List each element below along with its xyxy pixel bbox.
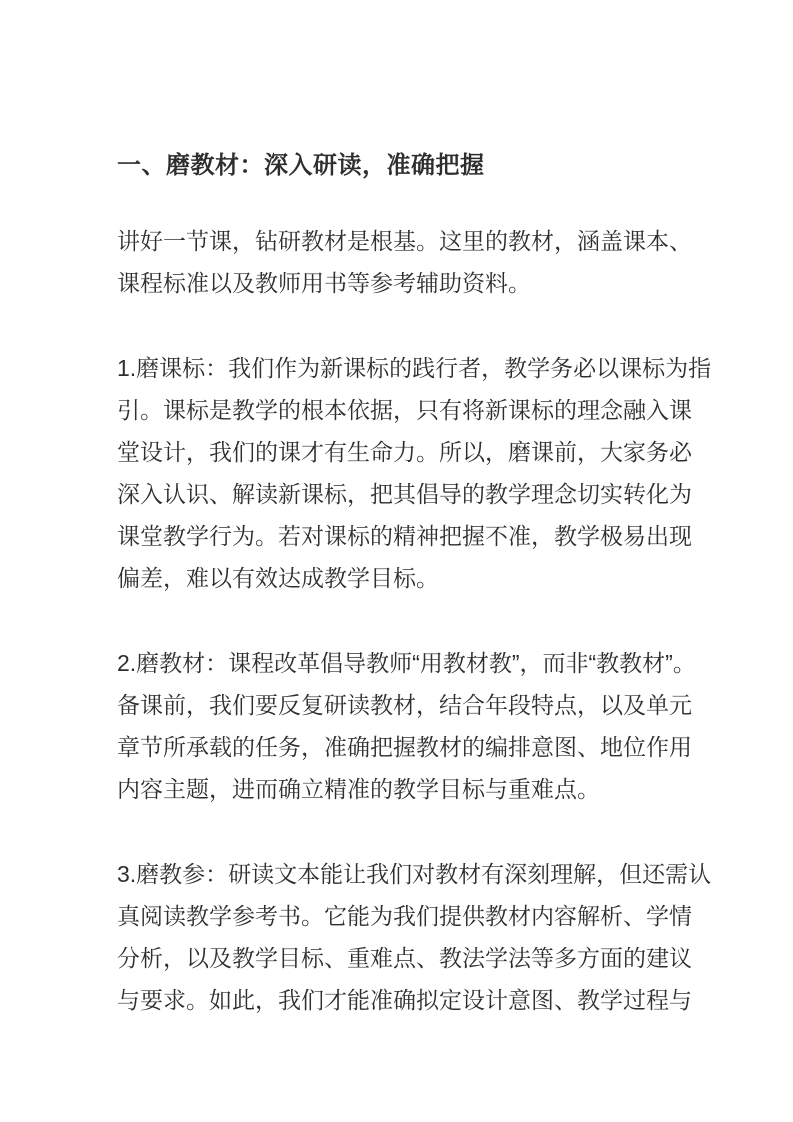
- text-line: 3.磨教参：研读文本能让我们对教材有深刻理解，但还需认: [117, 861, 712, 887]
- text-line: 偏差，难以有效达成教学目标。: [117, 565, 439, 591]
- paragraph-mo-kebiao: [117, 347, 753, 599]
- section-heading: 一、磨教材：深入研读，准确把握: [117, 152, 485, 179]
- text-line: 引。课标是教学的根本依据，只有将新课标的理念融入课: [117, 397, 692, 423]
- text-line: 课堂教学行为。若对课标的精神把握不准，教学极易出现: [117, 523, 692, 549]
- paragraph-intro: [117, 220, 753, 304]
- text-line: 课程标准以及教师用书等参考辅助资料。: [117, 270, 531, 296]
- text-line: 1.磨课标：我们作为新课标的践行者，教学务必以课标为指: [117, 355, 712, 381]
- text-line: 讲好一节课，钻研教材是根基。这里的教材，涵盖课本、: [117, 228, 692, 254]
- paragraph-mo-jiaocan: [117, 853, 753, 1021]
- text-line: 章节所承载的任务，准确把握教材的编排意图、地位作用: [117, 734, 692, 760]
- text-line: 2.磨教材：课程改革倡导教师“用教材教”，而非“教教材”。: [117, 650, 696, 676]
- text-line: 深入认识、解读新课标，把其倡导的教学理念切实转化为: [117, 481, 692, 507]
- paragraph-mo-jiaocai: [117, 642, 753, 810]
- text-line: 分析，以及教学目标、重难点、教法学法等多方面的建议: [117, 945, 692, 971]
- text-line: 备课前，我们要反复研读教材，结合年段特点，以及单元: [117, 692, 692, 718]
- text-line: 与要求。如此，我们才能准确拟定设计意图、教学过程与: [117, 987, 692, 1013]
- text-line: 真阅读教学参考书。它能为我们提供教材内容解析、学情: [117, 903, 692, 929]
- text-line: 内容主题，进而确立精准的教学目标与重难点。: [117, 776, 600, 802]
- text-line: 堂设计，我们的课才有生命力。所以，磨课前，大家务必: [117, 439, 692, 465]
